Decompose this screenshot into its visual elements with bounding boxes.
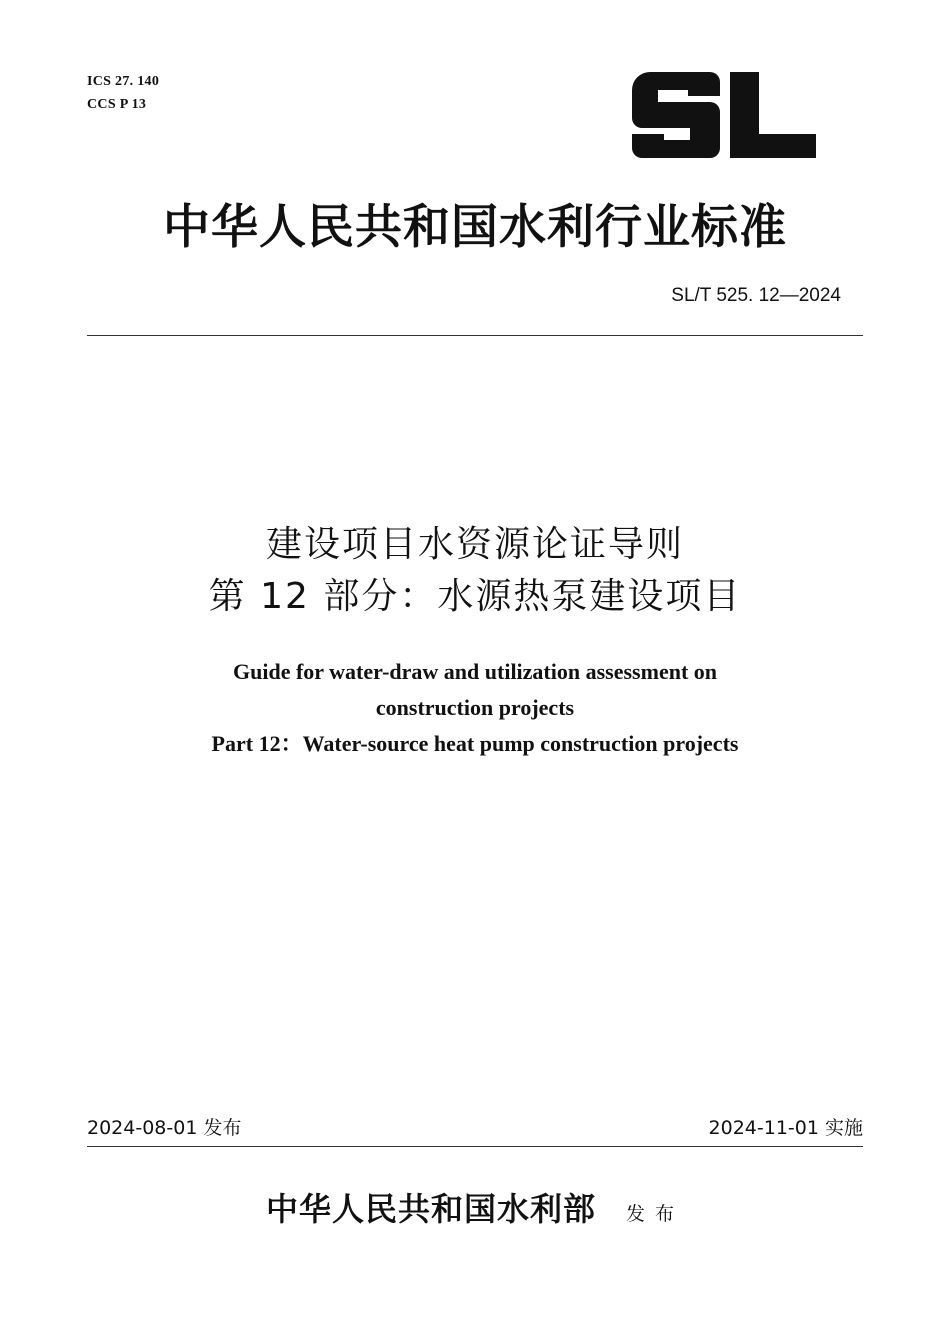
sl-logo bbox=[632, 72, 817, 158]
publisher-line bbox=[0, 1184, 950, 1230]
en-title-line1: Guide for water-draw and utilization assessment on bbox=[233, 659, 717, 684]
top-divider bbox=[87, 335, 863, 336]
issuer-title: 中华人民共和国水利行业标准 bbox=[163, 200, 787, 255]
release-date: 2024-08-01 发布 bbox=[87, 1117, 242, 1139]
cn-title-line2: 第 12 部分：水源热泵建设项目 bbox=[208, 576, 742, 617]
publisher-action: 发布 bbox=[626, 1203, 685, 1225]
publisher-name: 中华人民共和国水利部 bbox=[265, 1190, 596, 1228]
en-title-line2: construction projects bbox=[375, 695, 575, 720]
bottom-divider bbox=[87, 1146, 863, 1147]
standard-number: SL/T 525. 12—2024 bbox=[671, 285, 841, 306]
en-title-line3: Part 12：Water-source heat pump construction projects bbox=[211, 731, 739, 756]
implementation-date: 2024-11-01 实施 bbox=[708, 1117, 863, 1139]
ics-code: ICS 27. 140 bbox=[87, 74, 160, 89]
en-title bbox=[0, 654, 950, 762]
classification-codes bbox=[87, 70, 159, 116]
ccs-code: CCS P 13 bbox=[87, 97, 147, 112]
cn-title-line1: 建设项目水资源论证导则 bbox=[265, 524, 684, 565]
